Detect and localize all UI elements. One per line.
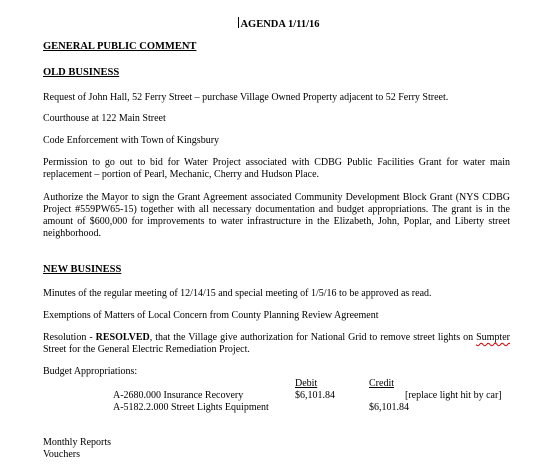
- old-item-code-enforcement: Code Enforcement with Town of Kingsbury: [43, 135, 220, 146]
- budget-row-2-credit: $6,101.84: [369, 402, 409, 413]
- new-item-exemptions: Exemptions of Matters of Local Concern from County Planning Review Agreement: [43, 310, 379, 321]
- old-item-water-project-bid: Permission to go out to bid for Water Project associated with CDBG Public Facilities Grant for water main replacement – portion of Pearl, Mechanic, Cherry and Hudson Place.: [43, 157, 510, 180]
- agenda-title: AGENDA 1/11/16: [240, 19, 320, 30]
- old-item-courthouse: Courthouse at 122 Main Street: [43, 113, 166, 124]
- new-item-resolution: Resolution - RESOLVED, that the Village give authorization for National Grid to remove street lights on Sumpter Street for the General Electric Remediation Project.: [43, 332, 510, 355]
- old-item-ferry-street: Request of John Hall, 52 Ferry Street – purchase Village Owned Property adjacent to 52 Ferry Street.: [43, 92, 449, 103]
- footer-monthly-reports: Monthly Reports: [43, 437, 112, 448]
- footer-vouchers: Vouchers: [43, 449, 81, 460]
- credit-header: Credit: [369, 378, 394, 389]
- budget-row-1-account: A-2680.000 Insurance Recovery: [113, 390, 244, 401]
- section-old-business: OLD BUSINESS: [43, 67, 120, 78]
- new-item-minutes: Minutes of the regular meeting of 12/14/15 and special meeting of 1/5/16 to be approved as read.: [43, 288, 432, 299]
- budget-row-1-debit: $6,101.84: [295, 390, 335, 401]
- section-general-public-comment: GENERAL PUBLIC COMMENT: [43, 41, 197, 52]
- budget-row-1-note: [replace light hit by car]: [405, 390, 502, 401]
- budget-row-2-account: A-5182.2.000 Street Lights Equipment: [113, 402, 269, 413]
- section-new-business: NEW BUSINESS: [43, 264, 122, 275]
- budget-label: Budget Appropriations:: [43, 366, 138, 377]
- debit-header: Debit: [295, 378, 318, 389]
- misspelled-word: Sumpter: [476, 332, 510, 343]
- old-item-grant-agreement: Authorize the Mayor to sign the Grant Agreement associated Community Development Block Grant (NYS CDBG Project #559PW65-15) together with all necessary documentation and budget appropriations. The grant is in the amount of $600,000 for improvements to water infrastructure in the Elizabeth, John, Poplar, and Liberty street neighborhood.: [43, 192, 510, 239]
